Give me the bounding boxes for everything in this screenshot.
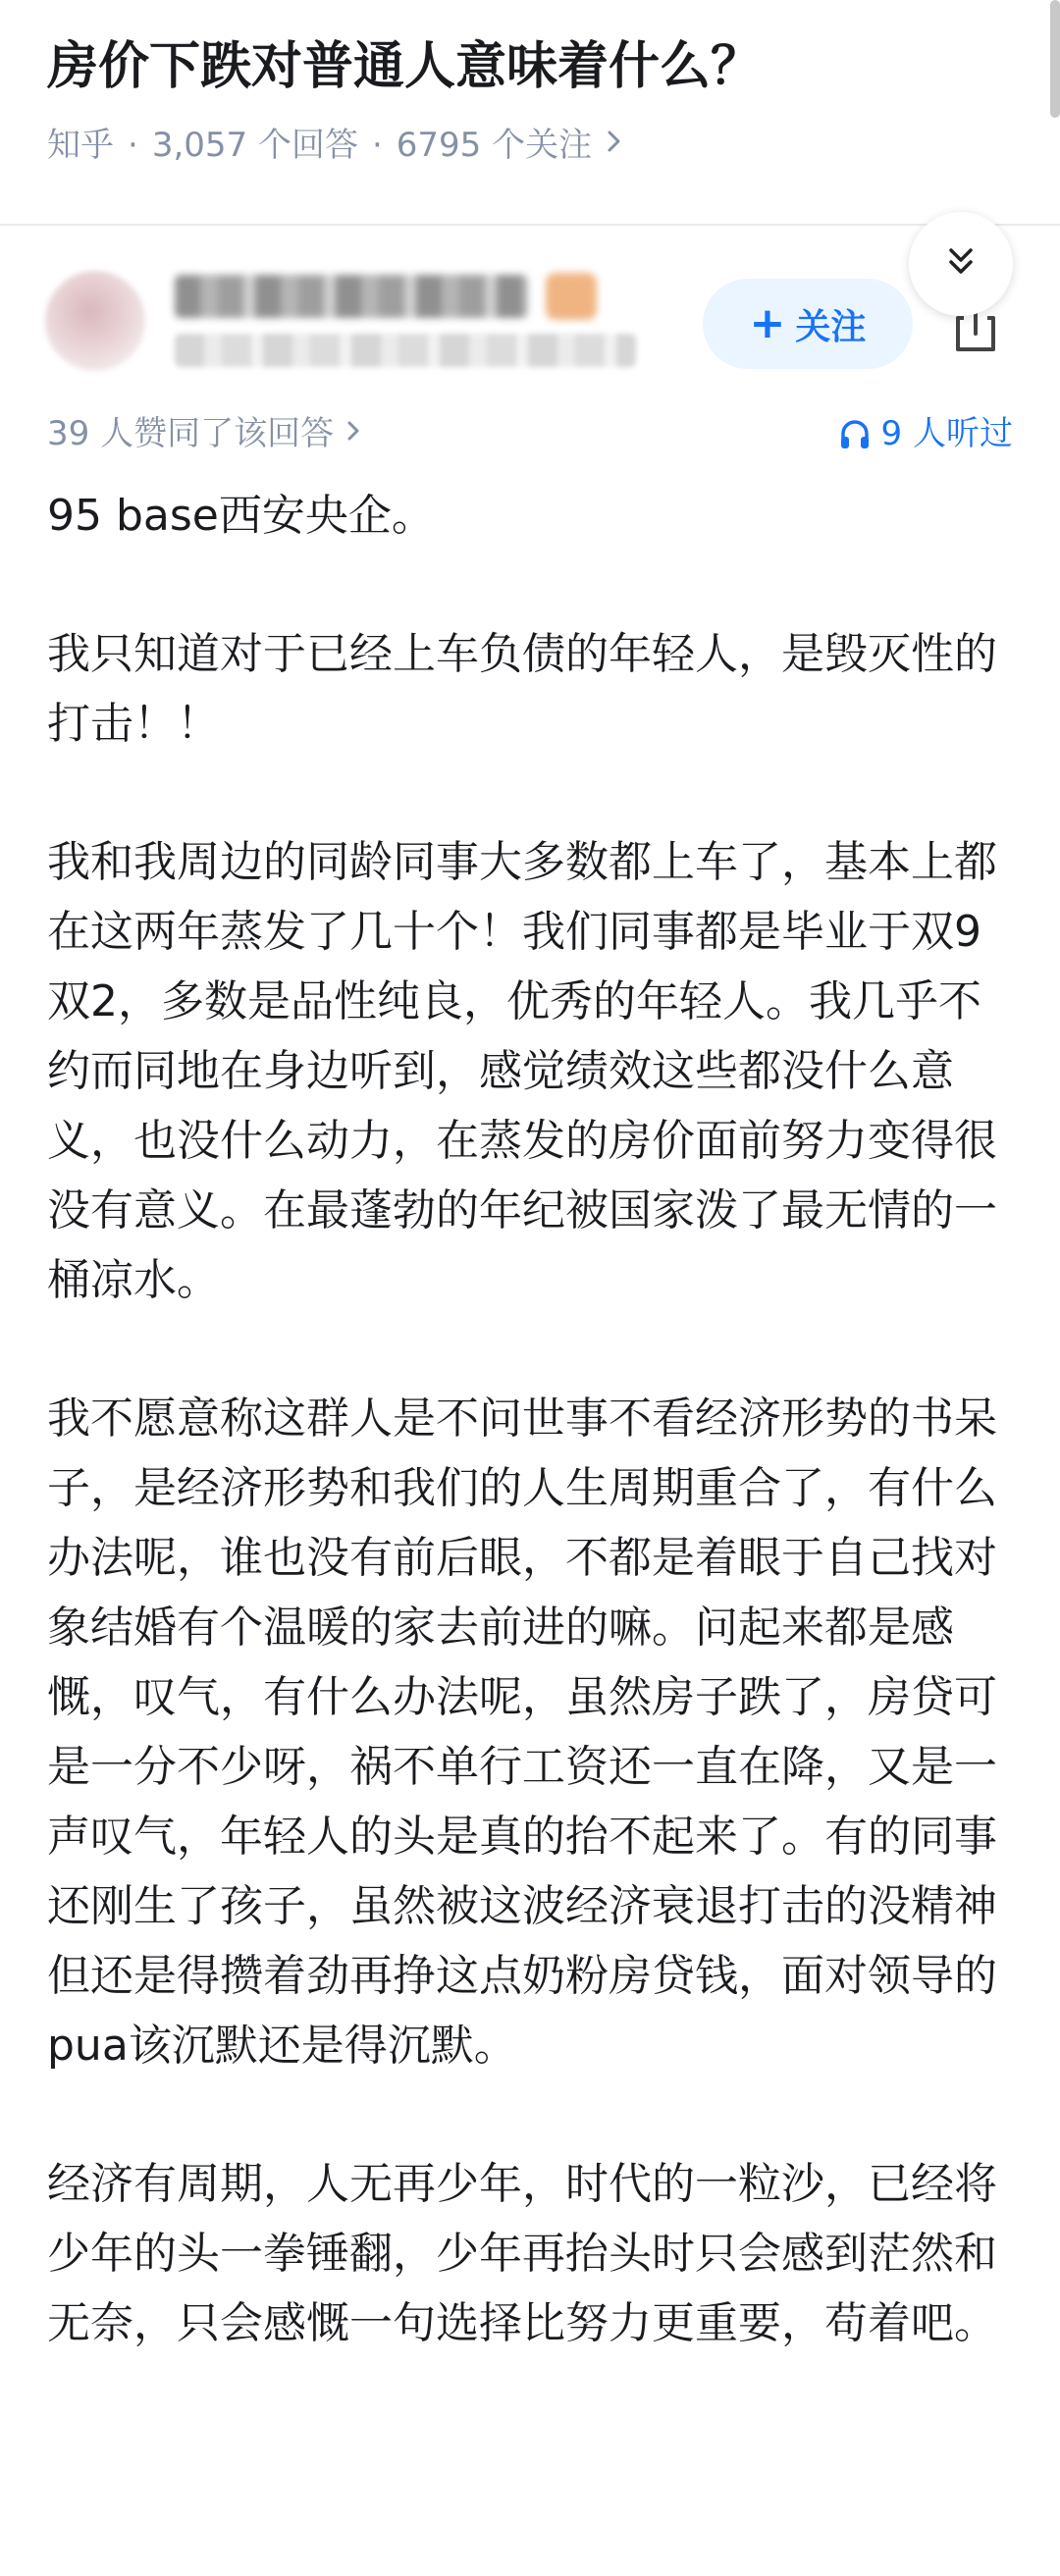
follower-count: 6795 个关注 [396, 126, 593, 165]
answer-count: 3,057 个回答 [151, 126, 358, 165]
avatar[interactable] [45, 271, 145, 371]
separator-dot: · [371, 126, 383, 165]
answer-paragraph: 95 base西安央企。 [47, 491, 435, 541]
plus-icon: + [749, 298, 786, 348]
likes-count: 39 人赞同了该回答 [47, 414, 335, 453]
author-badge-blurred [546, 273, 597, 320]
scrollbar-thumb[interactable] [1050, 0, 1060, 118]
likes-link[interactable] [47, 406, 361, 461]
question-header [0, 0, 1060, 226]
chevron-right-icon [606, 118, 623, 173]
answer-paragraph: 我不愿意称这群人是不问世事不看经济形势的书呆子，是经济形势和我们的人生周期重合了，有什么办法呢，谁也没有前后眼，不都是着眼于自己找对象结婚有个温暖的家去前进的嘛。问起来都是感慨，叹气，有什么办法呢，虽然房子跌了，房贷可是一分不少呀，祸不单行工资还一直在降，又是一声叹气，年轻人的头是真的抬不起来了。有的同事还刚生了孩子，虽然被这波经济衰退打击的没精神但还是得攒着劲再挣这点奶粉房贷钱，面对领导的pua该沉默还是得沉默。 [47, 1393, 997, 2071]
chevron-right-icon [345, 406, 361, 461]
separator-dot: · [128, 126, 138, 165]
answer-content [47, 481, 1013, 2427]
headphones-icon [836, 415, 874, 452]
author-bio-blurred [175, 334, 636, 367]
follow-button[interactable] [703, 279, 913, 369]
answer-paragraph: 我和我周边的同龄同事大多数都上车了，基本上都在这两年蒸发了几十个！我们同事都是毕业于双9双2，多数是品性纯良，优秀的年轻人。我几乎不约而同地在身边听到，感觉绩效这些都没什么意义，也没什么动力，在蒸发的房价面前努力变得很没有意义。在最蓬勃的年纪被国家泼了最无情的一桶凉水。 [47, 837, 997, 1305]
answer-paragraph: 经济有周期，人无再少年，时代的一粒沙，已经将少年的头一拳锤翻，少年再抬头时只会感到茫然和无奈，只会感慨一句选择比努力更重要，苟着吧。 [47, 2159, 997, 2348]
listen-count: 9 人听过 [880, 414, 1013, 453]
answer-paragraph: 我只知道对于已经上车负债的年轻人，是毁灭性的打击！！ [47, 629, 997, 749]
collapse-fab-button[interactable] [909, 212, 1013, 316]
source-label: 知乎 [47, 126, 114, 165]
listen-link[interactable] [836, 406, 1013, 461]
author-name-blurred[interactable] [175, 275, 528, 318]
follow-label: 关注 [795, 306, 867, 347]
question-meta[interactable] [47, 118, 623, 173]
double-chevron-down-icon [941, 242, 980, 286]
question-title[interactable]: 房价下跌对普通人意味着什么？ [47, 37, 763, 96]
